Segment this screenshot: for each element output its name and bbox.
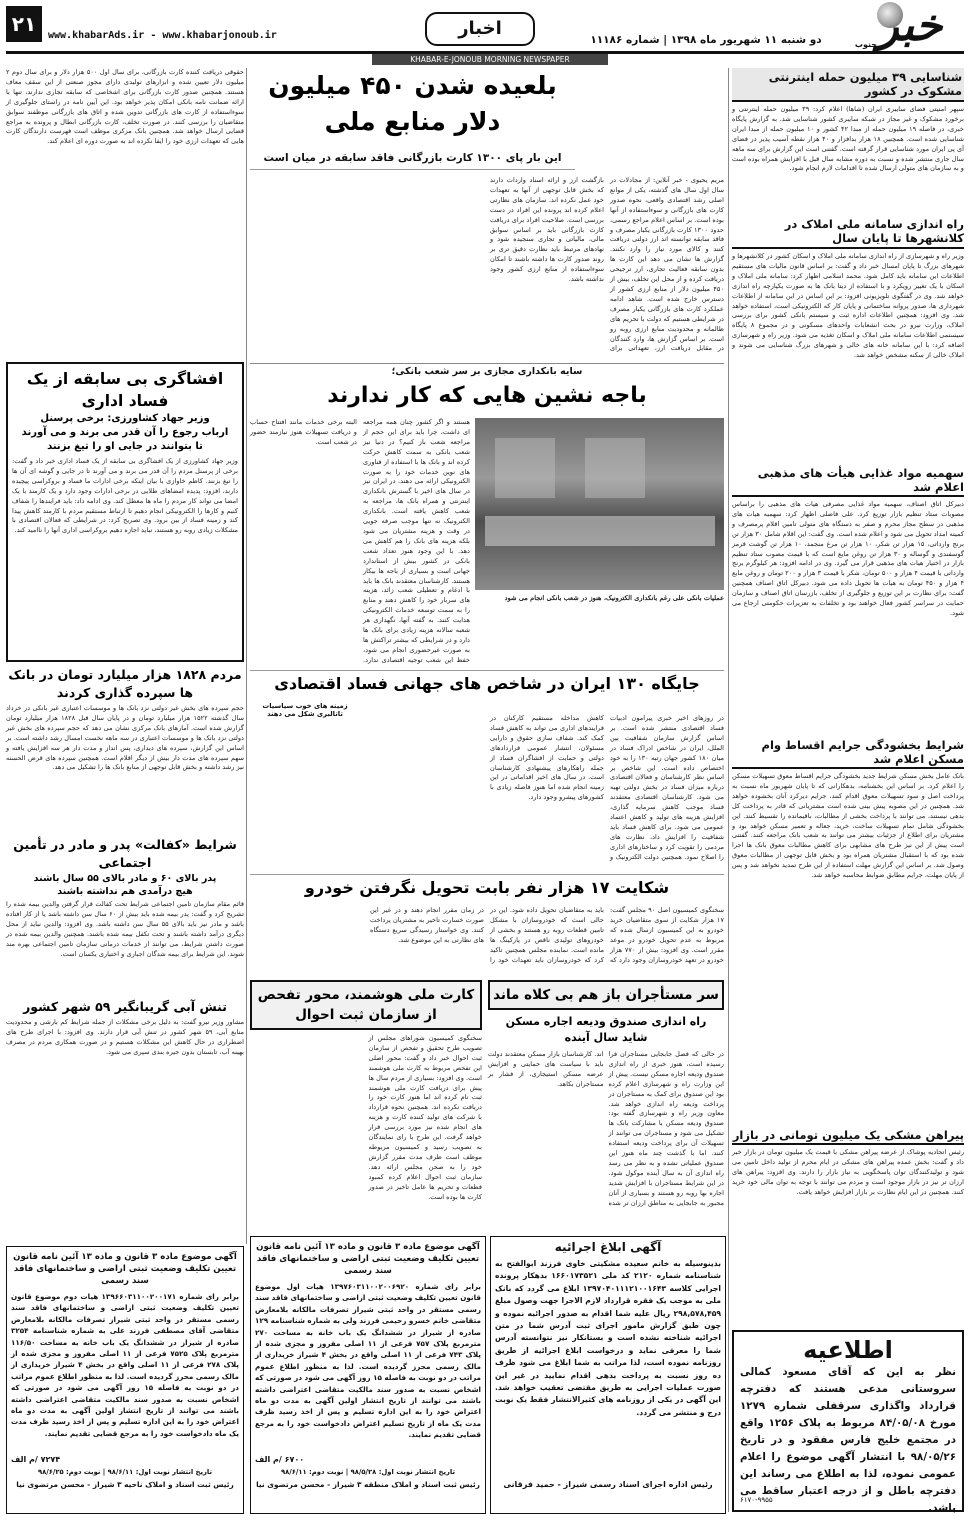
page-number: ۲۱ bbox=[11, 12, 37, 36]
fraud-box bbox=[6, 362, 244, 662]
deposits-body: حجم سپرده های بخش غیر دولتی نزد بانک ها و موسسات اعتباری غیر بانکی در خرداد سال گذشته ۱۵۲۲ هزار میلیارد تومان و در پایان سال قبل ۱۸۲۸ هزار میلیارد تومان گزارش شده است. آمارهای بانک مرکزی نشان می دهد که حجم سپرده های بخش غیر دولتی نزد بانک ها و موسسات اعتباری در سه ماهه نخست امسال رشد داشته است. بر اساس این گزارش، سپرده های دیداری، پس انداز و مدت دار هر سه افزایش یافته و سهم سپرده های مدت دار بیش از دیگر اقلام است. همچنین سپرده های قرض الحسنه نیز رشد داشته و بخش قابل توجهی از منابع بانک ها را تشکیل می دهد. bbox=[6, 704, 244, 772]
photo-window bbox=[585, 438, 645, 498]
guardianship-title: شرایط «کفالت» پدر و مادر در تأمین اجتماعی bbox=[13, 837, 237, 870]
ad-enforcement-body: بدینوسیله به خانم سعیده مشکیتی خاوی فرزند ابوالفتح به شناسنامه شماره ۲۱۲۰ کد ملی ۱۶۶۰۱۷۳۵۲۱ بدهکار پرونده اجرایی کلاسه ۱۳۹۷۰۴۰۱۱۱۲۱۰۰۱۶۴۳ ابلاغ می گردد که بانک ملی به موجب یک فقره قرارداد لازم الاجرا جهت وصول مبلغ ۲۹۸,۵۷۸,۴۵۹ ریال علیه شما اقدام به صدور اجرائیه نموده و چون طبق گزارش مامور اجرای ثبت آدرس شما در متن اجرائیه شناخته نشده است و بستانکار نیز نتوانسته آدرس شما را معرفی نماید و درخواست ابلاغ اجرائیه از طریق روزنامه نموده است، لذا مراتب به شما ابلاغ می شود ظرف ده روز نسبت به پرداخت بدهی اقدام نمایید در غیر این صورت عملیات اجرایی به طریق مقتضی تعقیب خواهد شد. این آگهی در یکی از روزنامه های کثیرالانتشار فقط یک نوبت درج و منتشر می گردد. bbox=[495, 1259, 722, 1417]
lead-subtitle: این بار پای ۱۳۰۰ کارت بازرگانی فاقد سابقه در میان است bbox=[250, 152, 575, 170]
ad-enforcement bbox=[490, 1236, 726, 1514]
article-shirt-body: رئیس اتحادیه پوشاک از عرضه پیراهن مشکی با قیمت یک میلیون تومان در بازار خبر داد و گفت: بخش عمده پیراهن های مشکی در ایام محرم از تولید داخل تامین می شود و تولیدکنندگان توان پاسخگویی به نیاز بازار را دارند. وی افزود: پیراهن های ارزان تر نیز در بازار موجود است و مردم می توانند با توجه به توان مالی خود خرید کنند. همچنین در این ایام نظارت بر بازار افزایش خواهد یافت. bbox=[732, 1148, 964, 1196]
ad-property-2 bbox=[250, 1236, 486, 1514]
ad-enforcement-sign: رئیس اداره اجرای اسناد رسمی شیراز - حمید فرقانی bbox=[503, 1480, 713, 1489]
guardianship-deck2: هیچ درآمدی هم نداشته باشند bbox=[57, 886, 193, 897]
article-cyber-title: شناسایی ۳۹ میلیون حمله اینترنتی مشکوک در کشور bbox=[732, 68, 964, 102]
article-property-title: راه اندازی سامانه ملی املاک در کلانشهرها تا پایان سال bbox=[732, 217, 964, 249]
lease-article bbox=[488, 980, 724, 1232]
deposits-title: مردم ۱۸۲۸ هزار میلیارد تومان در بانک ها سپرده گذاری کردند bbox=[8, 667, 242, 700]
water-article bbox=[6, 998, 244, 1078]
notice-code: ۶۱۷۰-۹۹۵۵ bbox=[740, 1496, 773, 1504]
left-column bbox=[6, 68, 244, 1244]
ad-property-3-sign: رئیس ثبت اسناد و املاک ناحیه ۳ شیراز - محسن مرتضوی نیا bbox=[16, 1480, 234, 1489]
idcard-article bbox=[250, 980, 482, 1232]
corruption-sub: زمینه های خوب سیاسیات تاتالبری شکل می دهند bbox=[262, 702, 348, 718]
water-body: مشاور وزیر نیرو گفت: به دلیل برخی مشکلات از جمله شرایط کم بارشی و محدودیت منابع آبی، ۵۹ شهر کشور در تنش آبی قرار دارند. وی افزود: با اجرای طرح های اضطراری در حال کاهش این مشکلات هستیم و در صورت همکاری مردم در مصرف بهینه آب، تابستان بدون جیره بندی سپری می شود. bbox=[6, 1018, 244, 1056]
ad-property-3-body: برابر رای شماره ۱۳۹۶۶۰۳۱۱۰۰۲۰۰۱۷۱ هیات دوم موضوع قانون تعیین تکلیف وضعیت ثبتی اراضی و ساختمانهای فاقد سند رسمی مستقر در واحد ثبتی شیراز تصرفات مالکانه بلامعارض متقاضی آقای مصطفی فرزند علی به شماره شناسنامه ۳۲۵۴ صادره از شیراز در ششدانگ یک باب خانه به مساحت ۱۱۶/۵۰ مترمربع پلاک ۷۵۲۵ فرعی از ۱۱ اصلی مفروز و مجزی شده از پلاک ۲۷۸ فرعی از ۱۱ اصلی واقع در بخش ۴ شیراز خریداری از مالک رسمی محرز گردیده است. لذا به منظور اطلاع عموم مراتب در دو نوبت به فاصله ۱۵ روز آگهی می شود در صورتی که اشخاص نسبت به صدور سند مالکیت متقاضی اعتراضی داشته باشند می توانند از تاریخ انتشار اولین آگهی به مدت دو ماه اعتراض خود را به این اداره تسلیم و پس از اخذ رسید ظرف مدت یک ماه دادخواست خود را به مرجع قضایی تقدیم نمایند. bbox=[11, 1292, 239, 1438]
ad-property-3-dates: تاریخ انتشار نوبت اول: ۹۸/۶/۱۱ | نوبت دوم: ۹۸/۶/۲۵ bbox=[37, 1468, 213, 1476]
fraud-title: افشاگری بی سابقه از یک فساد اداری bbox=[26, 370, 224, 410]
article-cyber bbox=[732, 68, 964, 211]
deposits-article bbox=[6, 666, 244, 832]
corruption-body: در روزهای اخیر خبری پیرامون ادبیات فساد اقتصادی منتشر شده است. بر اساس گزارش سازمان شفافیت بین الملل، ایران در شاخص ادراک فساد در میان ۱۸۰ کشور جهان رتبه ۱۳۰ را به خود اختصاص داده است. این شاخص بر اساس نظر کارشناسان و فعالان اقتصادی درباره میزان فساد در بخش دولتی تهیه می شود. کارشناسان اقتصادی معتقدند فساد موجب کاهش سرمایه گذاری، افزایش هزینه های تولید و کاهش اعتماد عمومی می شود. برای کاهش فساد باید شفافیت را افزایش داد، نظارت های مردمی را تقویت کرد و ساختارهای اداری را اصلاح نمود. همچنین دولت الکترونیک و کاهش مداخله مستقیم کارکنان در فرایندهای اداری می تواند به کاهش فساد کمک کند. شفاف سازی حقوق و دارایی مسئولان، انتشار عمومی قراردادهای دولتی و حمایت از افشاگران فساد از جمله راهکارهای پیشنهادی کارشناسان است. در سال های اخیر اقداماتی در این زمینه انجام شده اما هنوز فاصله زیادی با کشورهای پیشرو وجود دارد. bbox=[490, 714, 724, 861]
ad-property-3-code: ۷۲۷۴ /م الف bbox=[11, 1455, 61, 1464]
ad-property-2-dates: تاریخ انتشار نوبت اول: ۹۸/۵/۲۸ | نوبت دوم: ۹۸/۶/۱۱ bbox=[280, 1468, 456, 1476]
ad-enforcement-title: آگهی ابلاغ اجرائیه bbox=[554, 1240, 662, 1254]
ad-property-2-sign: رئیس ثبت اسناد و املاک منطقه ۳ شیراز - محسن مرتضوی نیا bbox=[256, 1480, 480, 1489]
lead-body: مریم یحیوی - خبر آنلاین: از مجادلات در سال اول سال های گذشته، یکی از موانع اصلی رشد اقتصادی واقعی، نحوه صدور کارت های بازرگانی و سوءاستفاده از آنها بوده است. بر اساس اعلام مراجع رسمی، حدود ۱۳۰۰ کارت بازرگانی یکبار مصرف و فاقد سابقه توانسته اند ارز دولتی دریافت کنند و کالای مورد نیاز را وارد نکنند. گزارش ها نشان می دهد این کارت ها بدون سابقه فعالیت تجاری، ارز ترجیحی دریافت کرده و از محل این تخلف، بیش از ۴۵۰ میلیون دلار از منابع ارزی کشور از دسترس خارج شده است. شاهد ادامه عملکرد کارت های بازرگانی یکبار مصرف در شرایطی هستیم که دولت با تحریم های ظالمانه و محدودیت منابع ارزی روبه رو است. بر اساس گزارش ها، وارد کنندگان در مقابل دریافت ارز، تعهداتی برای بازگشت ارز و ارائه اسناد واردات دارند که بخش قابل توجهی از آنها به تعهدات خود عمل نکرده اند. سازمان های نظارتی اعلام کرده اند پرونده این افراد در دست بررسی است. صلاحیت افراد برای دریافت کارت بازرگانی باید بر اساس سوابق مالی، مالیاتی و تجاری سنجیده شود و نهادهای مرتبط باید نظارت دقیق تری بر روند صدور کارت ها داشته باشند تا امکان سوءاستفاده از منابع ارزی کشور وجود نداشته باشد. bbox=[490, 176, 724, 353]
section-title: اخبار bbox=[458, 18, 502, 39]
article-property-body: وزیر راه و شهرسازی از راه اندازی سامانه ملی املاک و اسکان کشور در کلانشهرها و شهرهای بزرگ تا پایان امسال خبر داد و گفت: بر اساس قانون مالیات های مستقیم اطلاعات این سامانه باید کامل شود. محمد اسلامی اظهار کرد: سامانه ملی املاک و اسکان با یک تغییر رویکرد و با استفاده از دیتا بانک ها به صورت یکپارچه راه اندازی خواهد شد. وی در گفتگوی تلویزیونی افزود: بر این اساس در این سامانه از اطلاعات شهرداری ها، صدور پروانه ساختمانی و پایان کار که الکترونیکی است، استفاده خواهد شد. وی افزود: همچنین اطلاعات اداره ثبت و سیستم بانکی کشور برای بررسی املاک، وزارت نیرو در بحث انشعابات واحدهای مسکونی و در مجموع ۸ پایگاه سیستمی اطلاعات سامانه ملی املاک و اسکان تغذیه می شود. وزیر راه و شهرسازی اضافه کرد: با این سامانه خانه های خالی و شهرهای بزرگ شناسایی می شوند و املاک خالی از سکنه مشخص خواهد شد. bbox=[732, 252, 964, 360]
bank-photo bbox=[475, 418, 724, 590]
page-number-box bbox=[6, 6, 42, 42]
english-name: KHABAR-E-JONOUB MORNING NEWSPAPER bbox=[410, 55, 570, 64]
column-divider bbox=[728, 68, 729, 1512]
notice-title: اطلاعیه bbox=[803, 1336, 893, 1364]
fraud-deck2: ارباب رجوع را آن قدر می برند و می آورند bbox=[21, 427, 229, 438]
lease-body: در حالی که فصل جابجایی مستاجران فرا رسیده است، هنوز خبری از راه اندازی صندوق ودیعه اجاره مسکن نیست. پیش از این وزارت راه و شهرسازی اعلام کرده بود این صندوق برای کمک به مستاجران در پرداخت ودیعه راه اندازی خواهد شد. معاون وزیر راه و شهرسازی گفته بود: صندوق ودیعه مسکن با مشارکت بانک ها تشکیل می شود و مستاجران می توانند از تسهیلات آن برای پرداخت ودیعه استفاده کنند. اما با گذشت چند ماه هنوز این صندوق عملیاتی نشده و به نظر می رسد راه اندازی آن به سال آینده موکول شود. در این شرایط مستاجران با افزایش شدید اجاره بها روبه رو هستند و بسیاری از آنان مجبور به جابجایی به مناطق ارزان تر شده اند. کارشناسان بازار مسکن معتقدند دولت باید با سیاست های حمایتی و افزایش عرضه مسکن استیجاری، از فشار بر مستاجران بکاهد. bbox=[488, 1050, 724, 1207]
article-food-body: دبیرکل اتاق اصناف، سهمیه مواد غذایی مصرفی هیات های مذهبی را براساس مصوبات ستاد تنظیم بازار توزیع کرد. علی فاضلی اظهار کرد: سهمیه هیات های مذهبی در سطح مجاز محرم و صفر به دستگاه های متولی تامین اقلام پرمصرف و کمیته امداد تحویل می شود و اعلام شده است. وی گفت: این اقلام شامل ۳۰ هزار تن برنج وارداتی، ۱۵ هزار تن شکر، ۱۰ هزار تن مرغ منجمد، ۱۰ هزار تن گوشت قرمز گوسفندی و گوساله و ۳۰ هزار تن روغن مایع است که با قیمت مصوب ستاد تنظیم بازار در اختیار هیات های مذهبی قرار می گیرد. وی در ادامه افزود: هر کیلوگرم برنج وارداتی با قیمت ۴ هزار و ۵۰۰ تومان، شکر با قیمت ۳ هزار و ۲۰۰ تومان و روغن مایع ۴ هزار و ۴۵۰ تومان به هیات ها تحویل داده می شود. دبیرکل اتاق اصناف همچنین گفت: برای نظارت بر این توزیع و جلوگیری از تخلف، بازرسان اتاق اصناف و سازمان حمایت در سراسر کشور فعال خواهند بود و تخلفات به تعزیرات حکومتی ارجاع می شود. bbox=[732, 500, 965, 617]
bank-caption: عملیات بانکی علی رغم بانکداری الکترونیک، هنوز در شعب بانکی انجام می شود bbox=[504, 594, 724, 602]
lead-title: بلعیده شدن ۴۵۰ میلیون دلار منابع ملی bbox=[268, 71, 557, 136]
cars-article bbox=[250, 874, 724, 974]
bank-title: باجه نشین هایی که کار ندارند bbox=[327, 383, 647, 408]
fraud-deck1: وزیر جهاد کشاورزی: برخی پرسنل bbox=[40, 413, 210, 424]
lease-deck2: شاید سال آینده bbox=[564, 1031, 648, 1044]
guardianship-body: قائم مقام سازمان تامین اجتماعی شرایط تحت کفالت قرار گرفتن والدین بیمه شده را تشریح کرد و گفت: پدر بیمه شده باید بیش از ۶۰ سال سن داشته باشد یا از کار افتاده باشد و مادر نیز باید بالای ۵۵ سال سن داشته باشد. وی افزود: والدین نباید از محل دیگری درآمد داشته باشند و تحت تکفل بیمه شده باشند. همچنین والدین بیمه شده در صورت داشتن شرایط، می توانند از خدمات درمانی سازمان تامین اجتماعی بهره مند شوند. این شرایط برای بیمه شدگان اجباری و اختیاری یکسان است. bbox=[6, 900, 244, 958]
ad-property-2-body: برابر رای شماره ۱۳۹۷۶۰۳۱۱۰۰۲۰۰۶۹۲۰ هیات اول موضوع قانون تعیین تکلیف وضعیت ثبتی اراضی و ساختمانهای فاقد سند رسمی مستقر در واحد ثبتی شیراز تصرفات مالکانه بلامعارض متقاضی خانم خسرو رحیمی فرزند ولی به شماره شناسنامه ۱۲۹ صادره از شیراز در ششدانگ یک باب خانه به مساحت ۲۷۰ مترمربع پلاک ۷۵۷ فرعی از ۱۱ اصلی مفروز و مجزی شده از پلاک ۷۴۳ فرعی از ۱۱ اصلی واقع در بخش ۴ شیراز خریداری از مالک رسمی محرز گردیده است. لذا به منظور اطلاع عموم مراتب در دو نوبت به فاصله ۱۵ روز آگهی می شود در صورتی که اشخاص نسبت به صدور سند مالکیت متقاضی اعتراضی داشته باشند می توانند از تاریخ انتشار اولین آگهی به مدت دو ماه اعتراض خود را به این اداره تسلیم و پس از اخذ رسید ظرف مدت یک ماه از تاریخ تسلیم اعتراض دادخواست خود را به مرجع قضایی تقدیم نمایند. bbox=[255, 1282, 482, 1440]
websites[interactable]: www.khabarAds.ir - www.khabarjonoub.ir bbox=[48, 30, 277, 41]
lead-bottom-rule bbox=[250, 363, 724, 364]
bank-body: هستند و اگر کشور چنان همه مراجعه ای داشت، چرا باید برای این حجم از مراجعه شعب باز کنیم؟ در دنیا نیز شعب بانکی به سمت کاهش حرکت کرده اند و بانک ها با استفاده از فناوری های نوین خدمات خود را به صورت الکترونیکی ارائه می دهند. در ایران نیز در سال های اخیر با گسترش بانکداری اینترنتی و همراه بانک ها، مراجعه به شعب کاهش یافته است. بانکداری الکترونیک نه تنها موجب صرفه جویی در وقت و هزینه مشتریان می شود بلکه هزینه های بانک را هم کاهش می دهد. با این وجود هنوز تعداد شعب بانکی در کشور بیش از استاندارد جهانی است و بسیاری از باجه ها بیکار هستند. کارشناسان معتقدند بانک ها باید با ادغام و تعطیلی شعب زائد، هزینه های سربار خود را کاهش دهند و منابع را به سمت توسعه خدمات الکترونیکی هدایت کنند. به گفته آنها، نگهداری هر شعبه سالانه هزینه زیادی برای بانک ها دارد و در شرایطی که بیشتر تراکنش ها به صورت غیرحضوری انجام می شود، حفظ این شعب توجیه اقتصادی ندارد. البته برخی خدمات مانند افتتاح حساب و دریافت تسهیلات هنوز نیازمند حضور در شعب است. bbox=[250, 418, 470, 664]
article-shirt bbox=[732, 1128, 964, 1260]
ad-property-3 bbox=[6, 1246, 244, 1514]
column-divider bbox=[246, 68, 247, 1244]
guardianship-deck1: پدر بالای ۶۰ و مادر بالای ۵۵ سال باشند bbox=[33, 873, 217, 884]
logo-text: خبر bbox=[877, 0, 943, 51]
lease-deck1: راه اندازی صندوق ودیعه اجاره مسکن bbox=[505, 1015, 707, 1028]
lead-headline-box bbox=[250, 68, 575, 152]
article-loan bbox=[732, 738, 964, 1122]
article-shirt-title: پیراهن مشکی یک میلیون تومانی در بازار bbox=[732, 1128, 964, 1145]
article-property bbox=[732, 217, 964, 460]
date-issue: دو شنبه ۱۱ شهریور ماه ۱۳۹۸ | شماره ۱۱۱۸۶ bbox=[590, 34, 822, 46]
photo-window bbox=[495, 438, 555, 498]
section-box bbox=[425, 12, 535, 46]
logo-sub: جنوب bbox=[854, 40, 877, 49]
corruption-title: جایگاه ۱۳۰ ایران در شاخص های جهانی فساد اقتصادی bbox=[250, 670, 724, 698]
idcard-title: کارت ملی هوشمند، محور تفحص از سازمان ثبت احوال bbox=[257, 987, 475, 1023]
idcard-body: سخنگوی کمیسیون شوراهای مجلس از تصویب طرح تحقیق و تفحص از سازمان ثبت احوال خبر داد و گفت: محور اصلی این تفحص مربوط به کارت ملی هوشمند است. وی افزود: بسیاری از مردم سال ها پیش برای دریافت کارت ملی هوشمند ثبت نام کرده اند اما هنوز کارت خود را دریافت نکرده اند. همچنین نحوه قرارداد با شرکت های تولید کننده کارت و هزینه های انجام شده نیز مورد بررسی قرار خواهد گرفت. این طرح با رای نمایندگان به تصویب رسید و کمیسیون مربوطه موظف است ظرف مدت مقرر گزارش خود را به صحن مجلس ارائه دهد. سازمان ثبت احوال اعلام کرده کمبود قطعات و تحریم ها عامل تاخیر در صدور کارت ها بوده است. bbox=[368, 1034, 482, 1201]
fraud-deck3: تا بتوانند در جایی او را تیغ بزنند bbox=[47, 441, 203, 452]
idcard-title-box bbox=[250, 980, 482, 1030]
guardianship-article bbox=[6, 836, 244, 994]
lease-title: سر مستأجران باز هم بی کلاه ماند bbox=[493, 987, 719, 1003]
photo-counter bbox=[485, 516, 715, 546]
article-loan-title: شرایط بخشودگی جرایم اقساط وام مسکن اعلام شد bbox=[732, 738, 964, 769]
ad-property-3-title: آگهی موضوع ماده ۳ قانون و ماده ۱۳ آئین نامه قانون تعیین تکلیف وضعیت ثبتی اراضی و ساختمانهای فاقد سند رسمی bbox=[13, 1252, 237, 1286]
article-food bbox=[732, 466, 964, 732]
lead-article bbox=[250, 68, 724, 360]
notice-body: نظر به این که آقای مسعود کمالی سروستانی مدعی هستند که دفترچه قرارداد واگذاری سرقفلی شماره ۱۲۷۹ مورخ ۸۴/۰۵/۰۸ مربوط به پلاک ۱۲۵۶ واقع در مجتمع خلیج فارس مفقود و در تاریخ ۹۸/۰۵/۲۶ با انتشار آگهی موضوع را اعلام عمومی نموده، لذا به اطلاع می رساند این دفترچه باطل و از درجه اعتبار ساقط می باشد. bbox=[740, 1366, 957, 1514]
lease-title-box bbox=[488, 980, 724, 1010]
ad-property-2-code: ۶۷۰۰ /م الف bbox=[255, 1455, 305, 1464]
logo bbox=[855, 0, 967, 56]
article-cyber-body: سپهر امنیتی فضای سایبری ایران (شاها) اعلام کرد: ۳۹ میلیون حمله اینترنتی و برخورد مشکوک و غیر مجاز در شبکه سایبری کشور شناسایی شد. به گزارش پایگاه خبری، در فاصله ۱۹ میلیون حمله از مبدا ۴۲ کشور و ۱۰ میلیون حمله از مبدا ایران شناسایی شده است. همچنین ۱۸ هزار بدافزار و ۴۰ هزار نقطه آسیب پذیر در فضای آی پی ایران مورد شناسایی قرار گرفته است. گفتنی است این گزارش برای سه ماهه سال جاری منتشر شده و نسبت به دوره مشابه سال قبل با افزایش همراه بوده است و به سازمان های متولی ارسال شده تا اقدامات لازم انجام شود. bbox=[732, 105, 964, 173]
fraud-body: وزیر جهاد کشاورزی از یک افشاگری بی سابقه از یک فساد اداری خبر داد و گفت: برخی از پرسنل مردم را آن قدر می برند و می آورند تا در جایی و گوشه ای آن ها را تیغ بزنند. کاظم خاوازی با بیان اینکه برخی ادارات ما فساد و بروکراسی پیچیده دارند، افزود: پدیده امضاهای طلایی در برخی ادارات وجود دارد و یک کارمند با یک امضا می تواند کار مردم را ماه ها معطل کند. وی ادامه داد: باید فرایندها را شفاف کنیم و کارها را الکترونیکی انجام دهیم تا ارتباط مستقیم مردم با کارمند کاهش پیدا کند و زمینه فساد از بین برود. وی تصریح کرد: در شرایطی که فعالان اقتصادی با مشکلات زیادی روبه رو هستند، نباید اجازه دهیم بروکراسی اداری آنها را ناامید کند. bbox=[12, 457, 238, 535]
water-title: تنش آبی گریبانگیر ۵۹ شهر کشور bbox=[23, 999, 227, 1014]
cars-body: سخنگوی کمیسیون اصل ۹۰ مجلس گفت: ۱۷ هزار شکایت از سوی متقاضیان خرید خودرو به این کمیسیون ارسال شده که مربوط به عدم تحویل خودرو در موعد مقرر است. وی افزود: بیش از ۷۷۰ هزار خودرو در تعهد خودروسازان وجود دارد که باید به متقاضیان تحویل داده شود. این در حالی است که خودروسازان با مشکل تامین قطعات روبه رو هستند و بخشی از خودروهای تولیدی ناقص در پارکینگ ها مانده است. نماینده مجلس همچنین تاکید کرد که خودروسازان باید تعهدات خود را در زمان مقرر انجام دهند و در غیر این صورت خسارت تاخیر به مشتریان پرداخت کنند. وی خواستار رسیدگی سریع دستگاه های نظارتی به این موضوع شد. bbox=[370, 906, 724, 964]
article-food-title: سهمیه مواد غذایی هیأت های مذهبی اعلام شد bbox=[732, 466, 964, 497]
right-column bbox=[732, 68, 964, 1512]
bank-kicker: سایه بانکداری مجازی بر سر شعب بانکی؛ bbox=[391, 366, 583, 377]
cars-title: شکایت ۱۷ هزار نفر بابت تحویل نگرفتن خودرو bbox=[250, 874, 724, 902]
english-name-bar bbox=[372, 54, 608, 65]
corruption-article bbox=[250, 670, 724, 870]
article-loan-body: بانک عامل بخش مسکن شرایط جدید بخشودگی جرایم اقساط معوق تسهیلات مسکن را اعلام کرد. بر اساس این بخشنامه، بدهکارانی که تا پایان شهریور ماه نسبت به پرداخت اصل و سود تسهیلات معوق اقدام کنند، جرایم دیرکرد آنان بخشوده خواهد شد. همچنین در این مصوبه پیش بینی شده است مشتریانی که قادر به پرداخت کل بدهی نیستند، می توانند با پرداخت بخشی از مطالبات، باقیمانده را تقسیط کنند. این بخشودگی شامل تمام تسهیلات ساخت، خرید، جعاله و تعمیر مسکن خواهد بود و مشتریان برای اطلاع از جزئیات بیشتر می توانند به شعب بانک مراجعه کنند. گفتنی است پیش از این نیز طرح های مشابهی برای کاهش مطالبات معوق بانک ها اجرا شده بود که با استقبال مشتریان همراه بود و بخش قابل توجهی از مطالبات معوق وصول شد. بر اساس این گزارش مهلت استفاده از این طرح تمدید نخواهد شد و پس از پایان مهلت، جرایم مطابق ضوابط محاسبه خواهد شد. bbox=[732, 772, 964, 880]
masthead bbox=[0, 0, 970, 64]
ad-property-2-title: آگهی موضوع ماده ۳ قانون و ماده ۱۳ آئین نامه قانون تعیین تکلیف وضعیت ثبتی اراضی و ساختمانهای فاقد سند رسمی bbox=[256, 1242, 480, 1276]
col5-body1: حقوقی دریافت کننده کارت بازرگانی، برای سال اول ۵۰۰ هزار دلار و برای سال دوم ۲ میلیون دلار تعیین شده و ابزارهای تولیدی دارای مجوز صنعتی از این سقف معاف هستند. همچنین صدور کارت بازرگانی برای اشخاصی که سابقه تجاری ندارند، تنها با ارائه ضمانت نامه بانکی امکان پذیر خواهد بود. این آیین نامه در راستای جلوگیری از سوءاستفاده از کارت های بازرگانی تدوین شده و اتاق های بازرگانی موظفند سوابق متقاضیان را بررسی کنند. در صورت تخلف، کارت بازرگانی ابطال و پرونده به مراجع قضایی ارسال خواهد شد. همچنین بانک مرکزی موظف است فهرست دارندگان کارت هایی که تعهدات ارزی خود را ایفا نکرده اند به صورت دوره ای اعلام کند. bbox=[6, 68, 244, 146]
notice-box bbox=[732, 1330, 964, 1512]
bank-article bbox=[250, 366, 724, 668]
